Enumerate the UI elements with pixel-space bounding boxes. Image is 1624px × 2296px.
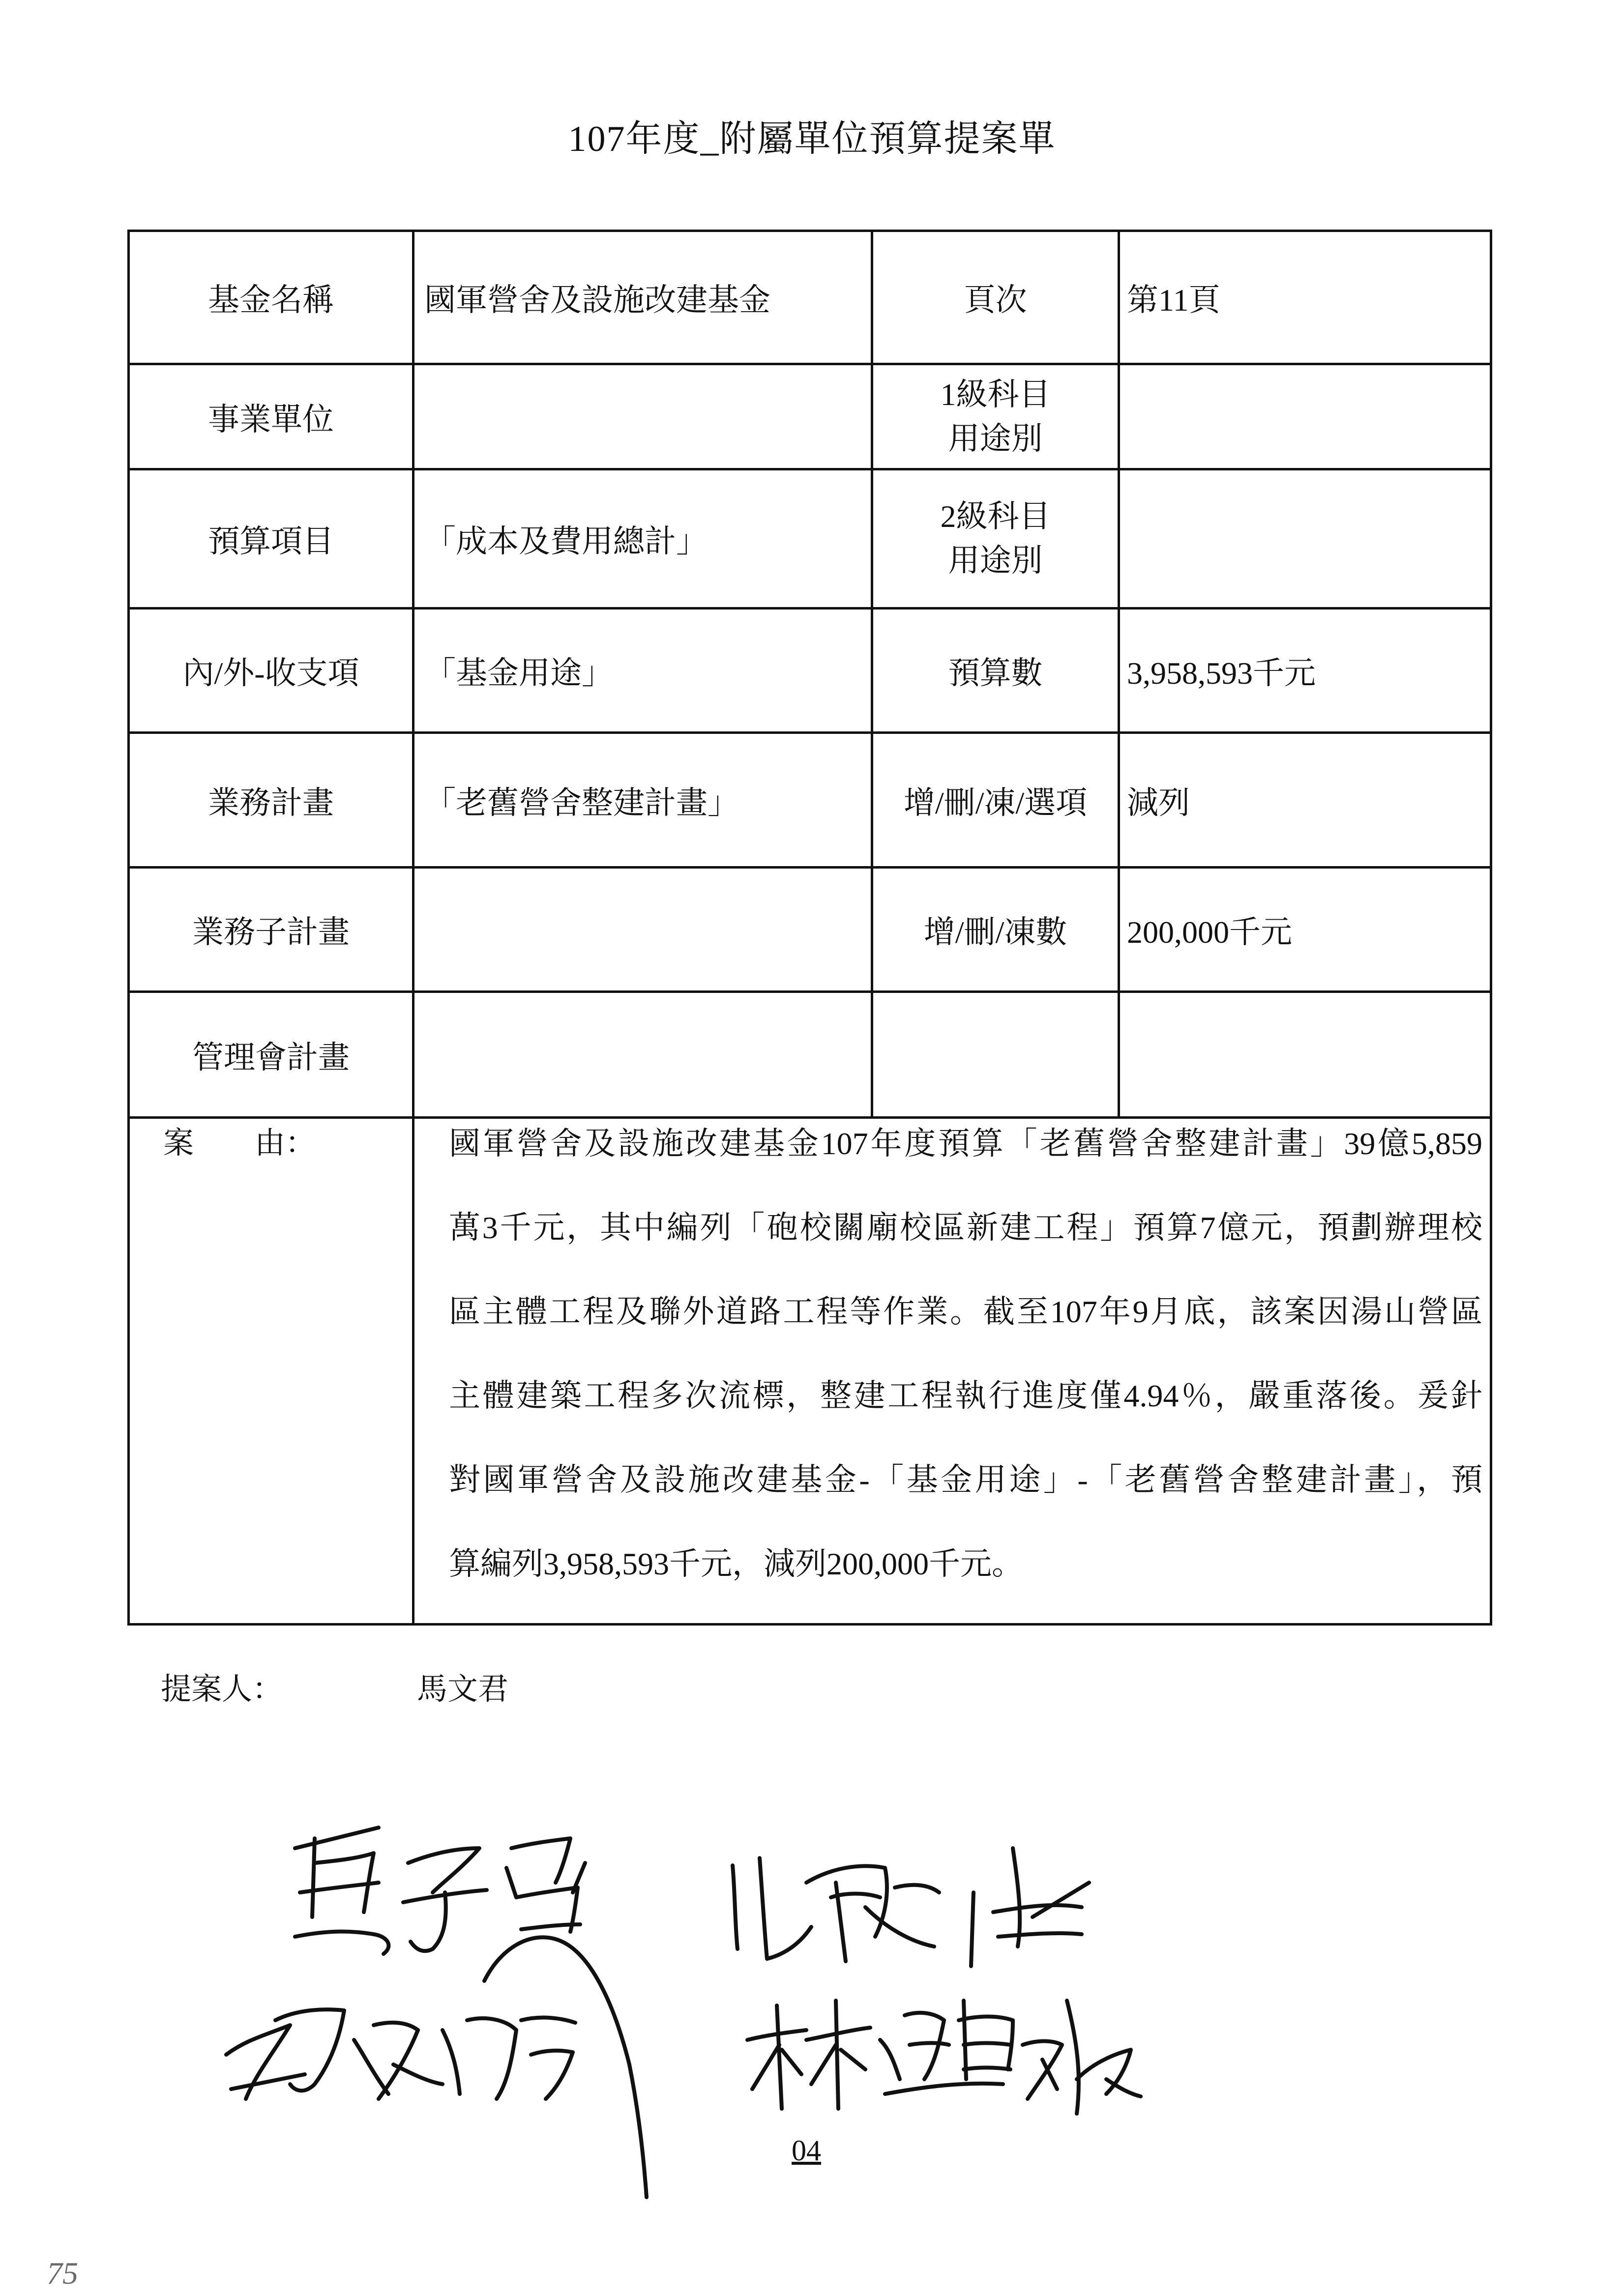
ink-stroke (841, 2050, 865, 2069)
ink-stroke (312, 1838, 315, 1917)
ink-stroke (782, 2050, 801, 2074)
ink-stroke (895, 1885, 939, 1892)
ink-stroke (403, 1890, 487, 1902)
ink-stroke (300, 1883, 379, 1892)
row-budget-item (129, 469, 1491, 609)
ink-stroke (411, 1892, 446, 1951)
ink-stroke (443, 2030, 460, 2094)
business-subplan-label: 業務子計畫 (129, 868, 413, 992)
business-plan-label: 業務計畫 (129, 733, 413, 868)
action-amount-value: 200,000千元 (1119, 868, 1491, 992)
ink-stroke (752, 2045, 779, 2089)
signature-1 (295, 1828, 585, 1954)
level2-account-line2: 用途別 (948, 543, 1043, 578)
business-unit-value (413, 364, 872, 469)
level1-account-line1: 1級科目 (940, 377, 1051, 412)
level1-account-label (872, 364, 1119, 469)
ink-stroke (506, 1868, 578, 1932)
management-accounting-plan-value (413, 992, 872, 1118)
case-line-1: 國軍營舍及設施改建基金107年度預算「老舊營舍整建計畫」39億5,859 (449, 1126, 1482, 1161)
empty-label-cell (872, 992, 1119, 1118)
ink-stroke (777, 2005, 782, 2109)
level2-account-line1: 2級科目 (940, 499, 1051, 534)
case-reason-label: 案 由： (129, 1118, 413, 1625)
ink-stroke (511, 1838, 570, 1883)
budget-amount-value: 3,958,593千元 (1119, 609, 1491, 733)
ink-stroke (1106, 2079, 1141, 2096)
ink-stroke (836, 2001, 838, 2109)
ink-stroke (910, 2043, 949, 2045)
revenue-expenditure-label: 內/外-收支項 (129, 609, 413, 733)
case-line-4: 主體建築工程多次流標，整建工程執行進度僅4.94％，嚴重落後。爰針 (449, 1378, 1482, 1413)
level2-account-label (872, 469, 1119, 609)
ink-stroke (964, 2001, 966, 2079)
level2-account-value (1119, 469, 1491, 609)
level1-account-line2: 用途別 (948, 421, 1043, 456)
row-business-plan (129, 733, 1491, 868)
proposal-form-table (127, 230, 1492, 1626)
fund-name-label: 基金名稱 (129, 231, 413, 364)
ink-stroke (806, 2028, 870, 2040)
row-revenue-expenditure (129, 609, 1491, 733)
management-accounting-plan-label: 管理會計畫 (129, 992, 413, 1118)
ink-stroke (531, 2051, 573, 2099)
proposer-label: 提案人： (161, 1673, 283, 1706)
ink-stroke (393, 2064, 443, 2084)
row-case-reason (129, 1118, 1491, 1625)
ink-stroke (959, 2017, 1013, 2070)
case-reason-text (413, 1118, 1491, 1625)
page-number: 04 (792, 2134, 821, 2167)
action-amount-label: 增/刪/凍數 (872, 868, 1119, 992)
ink-stroke (231, 2074, 305, 2089)
ink-stroke (885, 2084, 1003, 2094)
ink-stroke (811, 2045, 836, 2084)
budget-item-label: 預算項目 (129, 469, 413, 609)
proposer-name: 馬文君 (417, 1673, 509, 1706)
ink-stroke (1013, 1848, 1020, 1947)
handwritten-note: 75 (47, 2256, 78, 2291)
ink-stroke (964, 2043, 1010, 2045)
ink-stroke (521, 1924, 580, 1929)
ink-stroke (1033, 1883, 1089, 1917)
action-option-value: 減列 (1119, 733, 1491, 868)
signature-3 (226, 2009, 575, 2099)
ink-stroke (806, 1866, 887, 1937)
ink-stroke (905, 2013, 944, 2079)
ink-stroke (880, 2040, 900, 2079)
empty-value-cell (1119, 992, 1491, 1118)
row-business-subplan (129, 868, 1491, 992)
ink-stroke (760, 1858, 811, 1959)
signature-2 (733, 1848, 1089, 1966)
signature-4 (747, 2001, 1141, 2114)
budget-item-value: 「成本及費用總計」 (413, 469, 872, 609)
ink-stroke (733, 1865, 738, 1949)
ink-stroke (971, 1892, 974, 1966)
ink-stroke (275, 2009, 344, 2091)
document-title: 107年度_附屬單位預算提案單 (568, 119, 1056, 159)
row-management-accounting-plan (129, 992, 1491, 1118)
ink-stroke (521, 2018, 575, 2023)
row-business-unit (129, 364, 1491, 469)
ink-stroke (295, 1828, 379, 1848)
budget-amount-label: 預算數 (872, 609, 1119, 733)
ink-stroke (1042, 2060, 1057, 2089)
case-line-2: 萬3千元，其中編列「砲校關廟校區新建工程」預算7億元，預劃辦理校 (449, 1210, 1482, 1245)
page-value: 第11頁 (1119, 231, 1491, 364)
ink-stroke (993, 1905, 1082, 1912)
ink-stroke (408, 1848, 479, 1892)
ink-stroke (226, 2025, 290, 2099)
level1-account-value (1119, 364, 1491, 469)
business-plan-value: 「老舊營舍整建計畫」 (413, 733, 872, 868)
ink-stroke (573, 1863, 585, 1892)
revenue-expenditure-value: 「基金用途」 (413, 609, 872, 733)
ink-stroke (1023, 2041, 1062, 2099)
ink-stroke (315, 1853, 374, 1912)
business-subplan-value (413, 868, 872, 992)
row-fund-name (129, 231, 1491, 364)
ink-stroke (836, 1883, 846, 1961)
ink-stroke (865, 1907, 934, 1947)
action-option-label: 增/刪/凍/選項 (872, 733, 1119, 868)
long-pen-stroke (484, 1937, 647, 2197)
case-reason-body (449, 1118, 1482, 1606)
case-line-5: 對國軍營舍及設施改建基金-「基金用途」-「老舊營舍整建計畫」，預 (449, 1462, 1482, 1497)
ink-stroke (747, 2030, 806, 2040)
case-line-3: 區主體工程及聯外道路工程等作業。截至107年9月底，該案因湯山營區 (449, 1294, 1482, 1329)
ink-stroke (467, 2018, 516, 2099)
fund-name-value: 國軍營舍及設施改建基金 (413, 231, 872, 364)
ink-stroke (998, 1933, 1082, 1937)
ink-stroke (964, 2067, 1010, 2069)
page-label: 頁次 (872, 231, 1119, 364)
ink-stroke (1077, 2050, 1131, 2094)
ink-stroke (1067, 2001, 1079, 2114)
business-unit-label: 事業單位 (129, 364, 413, 469)
ink-stroke (831, 1894, 880, 1898)
ink-stroke (354, 2040, 388, 2094)
ink-stroke (374, 2023, 418, 2099)
case-line-6: 算編列3,958,593千元，減列200,000千元。 (449, 1546, 1023, 1581)
ink-stroke (295, 1932, 388, 1954)
